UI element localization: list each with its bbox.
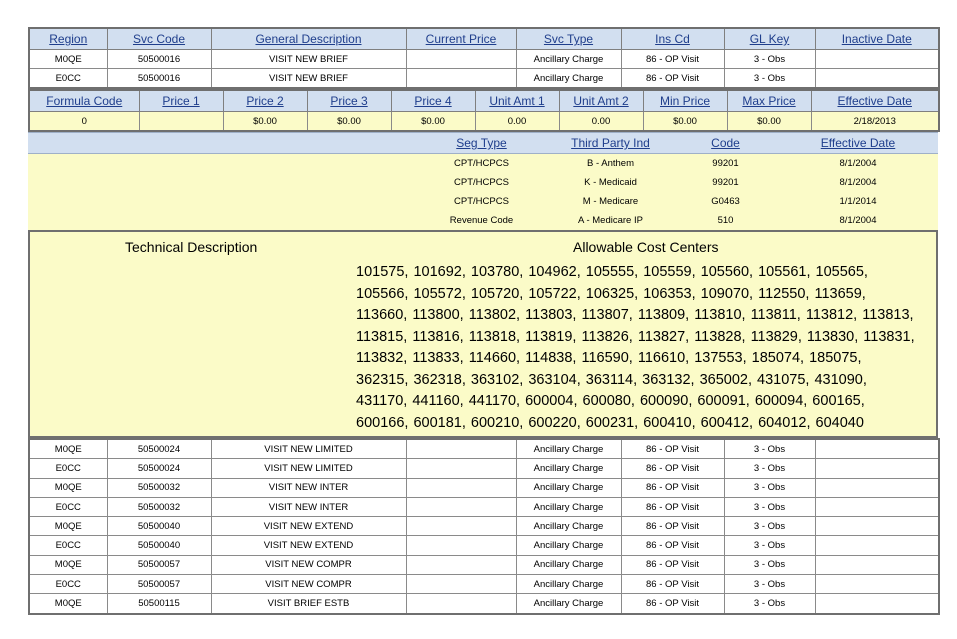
- cell-current-price: [406, 459, 516, 478]
- cell-svc-type: Ancillary Charge: [516, 478, 621, 497]
- cell-third-party: B - Anthem: [548, 154, 673, 174]
- cell-code: 510: [673, 211, 778, 230]
- cell-code: 99201: [673, 173, 778, 192]
- cell-third-party: A - Medicare IP: [548, 211, 673, 230]
- cell-svc-code: 50500115: [107, 594, 211, 614]
- cell-svc-type: Ancillary Charge: [516, 575, 621, 594]
- col-max-price[interactable]: Max Price: [727, 90, 811, 112]
- table-row: [29, 69, 939, 89]
- cell-svc-code: 50500016: [107, 50, 211, 69]
- cell-ins-cd: 86 - OP Visit: [621, 575, 724, 594]
- cell-gl-key: 3 - Obs: [724, 575, 815, 594]
- table-row: [29, 50, 939, 69]
- cell-svc-type: Ancillary Charge: [516, 50, 621, 69]
- cell-description: VISIT NEW LIMITED: [211, 439, 406, 459]
- cell-ins-cd: 86 - OP Visit: [621, 69, 724, 89]
- cell-region: E0CC: [29, 497, 107, 516]
- cell-ins-cd: 86 - OP Visit: [621, 439, 724, 459]
- cell-price-3: $0.00: [307, 112, 391, 132]
- cell-svc-type: Ancillary Charge: [516, 555, 621, 574]
- col-gl-key[interactable]: GL Key: [724, 28, 815, 50]
- cell-price-1: [139, 112, 223, 132]
- cell-svc-type: Ancillary Charge: [516, 459, 621, 478]
- technical-description-panel: [28, 230, 938, 438]
- cell-inactive-date: [815, 536, 939, 555]
- col-region[interactable]: Region: [29, 28, 107, 50]
- cell-current-price: [406, 439, 516, 459]
- cell-region: M0QE: [29, 555, 107, 574]
- cell-unit-amt-1: 0.00: [475, 112, 559, 132]
- cell-region: M0QE: [29, 594, 107, 614]
- col-third-party-ind[interactable]: Third Party Ind: [548, 133, 673, 154]
- col-code[interactable]: Code: [673, 133, 778, 154]
- cell-inactive-date: [815, 594, 939, 614]
- row-spacer: [28, 192, 415, 211]
- col-unit-amt-1[interactable]: Unit Amt 1: [475, 90, 559, 112]
- service-rows-table: [28, 438, 940, 615]
- table-row: [29, 575, 939, 594]
- cell-ins-cd: 86 - OP Visit: [621, 497, 724, 516]
- table-row: [28, 154, 938, 174]
- cell-gl-key: 3 - Obs: [724, 536, 815, 555]
- pricing-row: [29, 112, 939, 132]
- cell-region: M0QE: [29, 50, 107, 69]
- cell-formula-code: 0: [29, 112, 139, 132]
- cell-description: VISIT NEW LIMITED: [211, 459, 406, 478]
- col-price-4[interactable]: Price 4: [391, 90, 475, 112]
- cell-effective-date: 8/1/2004: [778, 211, 938, 230]
- cell-description: VISIT NEW EXTEND: [211, 536, 406, 555]
- cell-svc-type: Ancillary Charge: [516, 69, 621, 89]
- cell-seg-type: CPT/HCPCS: [415, 173, 548, 192]
- cell-svc-code: 50500040: [107, 517, 211, 536]
- cell-svc-code: 50500032: [107, 497, 211, 516]
- cell-current-price: [406, 536, 516, 555]
- col-svc-type[interactable]: Svc Type: [516, 28, 621, 50]
- cell-third-party: K - Medicaid: [548, 173, 673, 192]
- cell-gl-key: 3 - Obs: [724, 478, 815, 497]
- cell-seg-type: CPT/HCPCS: [415, 192, 548, 211]
- cell-price-2: $0.00: [223, 112, 307, 132]
- cell-description: VISIT NEW BRIEF: [211, 50, 406, 69]
- codes-header-spacer: [28, 133, 415, 154]
- cell-ins-cd: 86 - OP Visit: [621, 478, 724, 497]
- cell-svc-type: Ancillary Charge: [516, 517, 621, 536]
- cell-gl-key: 3 - Obs: [724, 517, 815, 536]
- cell-gl-key: 3 - Obs: [724, 555, 815, 574]
- cell-effective-date: 8/1/2004: [778, 173, 938, 192]
- cell-min-price: $0.00: [643, 112, 727, 132]
- pricing-table: [28, 89, 940, 132]
- report-container: [28, 27, 938, 615]
- codes-header-row: [28, 133, 938, 154]
- cell-price-4: $0.00: [391, 112, 475, 132]
- cell-region: E0CC: [29, 69, 107, 89]
- cell-description: VISIT NEW INTER: [211, 478, 406, 497]
- table-row: [29, 439, 939, 459]
- cell-gl-key: 3 - Obs: [724, 439, 815, 459]
- cell-gl-key: 3 - Obs: [724, 497, 815, 516]
- cell-svc-type: Ancillary Charge: [516, 594, 621, 614]
- cell-current-price: [406, 575, 516, 594]
- cell-ins-cd: 86 - OP Visit: [621, 536, 724, 555]
- service-header-row: [29, 28, 939, 50]
- table-row: [29, 459, 939, 478]
- col-code-effective-date[interactable]: Effective Date: [778, 133, 938, 154]
- table-row: [29, 594, 939, 614]
- allowable-cost-centers-list: 101575, 101692, 103780, 104962, 105555, 105559, 105560, 105561, 105565, 105566, 105572, 105720, 105722, 106325, 106353, 109070, 112550, 113659, 113660, 113800, 113802, 113803, 113807, 113809, 113810, 113811, 113812, 113813, 113815, 113816, 113818, 113819, 113826, 113827, 113828, 113829, 113830, 113831, 113832, 113833, 114660, 114838, 116590, 116610, 137553, 185074, 185075, 362315, 362318, 363102, 363104, 363114, 363132, 365002, 431075, 431090, 431170, 441160, 441170, 600004, 600080, 600090, 600091, 600094, 600165, 600166, 600181, 600210, 600220, 600231, 600410, 600412, 604012, 604040: [356, 264, 915, 431]
- table-row: [28, 192, 938, 211]
- cell-ins-cd: 86 - OP Visit: [621, 50, 724, 69]
- cell-region: E0CC: [29, 459, 107, 478]
- cell-inactive-date: [815, 517, 939, 536]
- cell-svc-code: 50500032: [107, 478, 211, 497]
- table-row: [29, 536, 939, 555]
- cell-region: E0CC: [29, 575, 107, 594]
- cell-svc-code: 50500057: [107, 575, 211, 594]
- cell-description: VISIT NEW INTER: [211, 497, 406, 516]
- col-general-description[interactable]: General Description: [211, 28, 406, 50]
- cell-seg-type: CPT/HCPCS: [415, 154, 548, 174]
- cell-gl-key: 3 - Obs: [724, 50, 815, 69]
- row-spacer: [28, 154, 415, 174]
- table-row: [29, 517, 939, 536]
- cell-current-price: [406, 497, 516, 516]
- cell-svc-type: Ancillary Charge: [516, 497, 621, 516]
- cell-gl-key: 3 - Obs: [724, 594, 815, 614]
- col-formula-code[interactable]: Formula Code: [29, 90, 139, 112]
- cell-effective-date: 1/1/2014: [778, 192, 938, 211]
- cell-ins-cd: 86 - OP Visit: [621, 459, 724, 478]
- col-price-3[interactable]: Price 3: [307, 90, 391, 112]
- cell-description: VISIT NEW EXTEND: [211, 517, 406, 536]
- cell-region: M0QE: [29, 517, 107, 536]
- cell-ins-cd: 86 - OP Visit: [621, 555, 724, 574]
- table-row: [29, 555, 939, 574]
- cell-unit-amt-2: 0.00: [559, 112, 643, 132]
- service-rows-body: [29, 439, 939, 614]
- col-current-price[interactable]: Current Price: [406, 28, 516, 50]
- service-table: [28, 27, 940, 89]
- cell-region: E0CC: [29, 536, 107, 555]
- codes-table: [28, 132, 938, 230]
- col-inactive-date[interactable]: Inactive Date: [815, 28, 939, 50]
- cell-ins-cd: 86 - OP Visit: [621, 517, 724, 536]
- cell-inactive-date: [815, 575, 939, 594]
- col-ins-cd[interactable]: Ins Cd: [621, 28, 724, 50]
- col-effective-date[interactable]: Effective Date: [811, 90, 939, 112]
- cell-code: G0463: [673, 192, 778, 211]
- table-row: [28, 173, 938, 192]
- cell-current-price: [406, 555, 516, 574]
- cell-inactive-date: [815, 459, 939, 478]
- cell-gl-key: 3 - Obs: [724, 459, 815, 478]
- cell-code: 99201: [673, 154, 778, 174]
- cell-effective-date: 2/18/2013: [811, 112, 939, 132]
- table-row: [28, 211, 938, 230]
- cell-inactive-date: [815, 497, 939, 516]
- col-seg-type[interactable]: Seg Type: [415, 133, 548, 154]
- col-price-2[interactable]: Price 2: [223, 90, 307, 112]
- cell-third-party: M - Medicare: [548, 192, 673, 211]
- cell-svc-type: Ancillary Charge: [516, 439, 621, 459]
- cell-ins-cd: 86 - OP Visit: [621, 594, 724, 614]
- cell-inactive-date: [815, 439, 939, 459]
- cell-current-price: [406, 478, 516, 497]
- cell-svc-code: 50500040: [107, 536, 211, 555]
- cell-svc-code: 50500024: [107, 439, 211, 459]
- cell-effective-date: 8/1/2004: [778, 154, 938, 174]
- row-spacer: [28, 211, 415, 230]
- cell-description: VISIT NEW COMPR: [211, 555, 406, 574]
- cell-region: M0QE: [29, 478, 107, 497]
- cell-current-price: [406, 594, 516, 614]
- cell-description: VISIT BRIEF ESTB: [211, 594, 406, 614]
- cell-svc-code: 50500057: [107, 555, 211, 574]
- cell-region: M0QE: [29, 439, 107, 459]
- cell-gl-key: 3 - Obs: [724, 69, 815, 89]
- cell-svc-type: Ancillary Charge: [516, 536, 621, 555]
- col-unit-amt-2[interactable]: Unit Amt 2: [559, 90, 643, 112]
- cell-current-price: [406, 69, 516, 89]
- cell-max-price: $0.00: [727, 112, 811, 132]
- col-price-1[interactable]: Price 1: [139, 90, 223, 112]
- cell-inactive-date: [815, 69, 939, 89]
- table-row: [29, 478, 939, 497]
- cell-seg-type: Revenue Code: [415, 211, 548, 230]
- allowable-cost-centers-label: Allowable Cost Centers: [573, 239, 719, 255]
- cell-inactive-date: [815, 50, 939, 69]
- cell-svc-code: 50500016: [107, 69, 211, 89]
- pricing-header-row: [29, 90, 939, 112]
- cell-description: VISIT NEW BRIEF: [211, 69, 406, 89]
- cell-inactive-date: [815, 555, 939, 574]
- cell-svc-code: 50500024: [107, 459, 211, 478]
- cell-inactive-date: [815, 478, 939, 497]
- technical-description-label: Technical Description: [125, 239, 258, 255]
- col-min-price[interactable]: Min Price: [643, 90, 727, 112]
- cell-description: VISIT NEW COMPR: [211, 575, 406, 594]
- table-row: [29, 497, 939, 516]
- cell-current-price: [406, 50, 516, 69]
- row-spacer: [28, 173, 415, 192]
- cell-current-price: [406, 517, 516, 536]
- col-svc-code[interactable]: Svc Code: [107, 28, 211, 50]
